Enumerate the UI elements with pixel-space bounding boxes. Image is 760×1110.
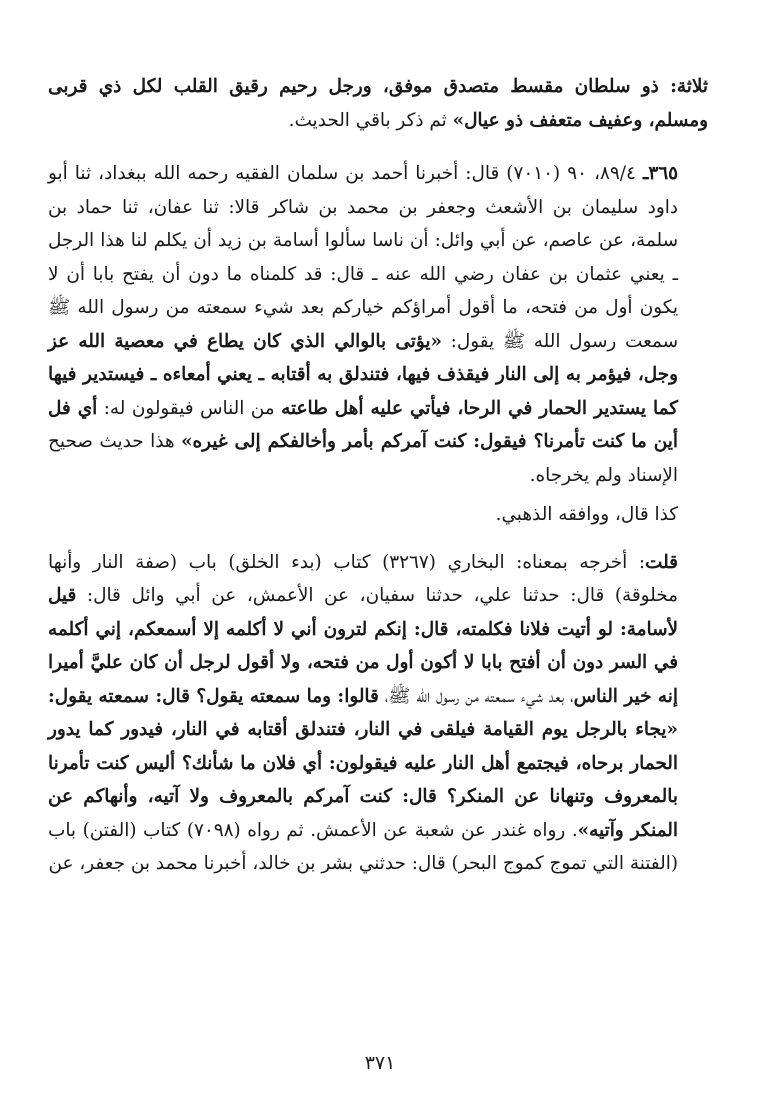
spacer [48, 532, 708, 546]
commentary-text: : أخرجه بمعناه: البخاري (٣٢٦٧) كتاب (بدء الخلق) باب (صفة النار وأنها مخلوقة) قال: حدثنا علي، حدثنا سفيان، عن الأعمش، عن أبي وائل قال: [48, 551, 678, 606]
hadith-grading: هذا حديث صحيح الإسناد ولم يخرجاه. [48, 431, 678, 486]
commentary-hadith-bold: قالوا: وما سمعته يقول؟ قال: سمعته يقول: «يجاء بالرجل يوم القيامة فيلقى في النار، فتندلق أقتابه في النار، فيدور كما يدور الحمار برحاه، فيجتمع أهل النار عليه فيقولون: أي فلان ما شأنك؟ أليس كنت تأمرنا بالمعروف وتنهانا عن المنكر؟ قال: كنت آمركم بالمعروف ولا آتيه، وأنهاكم عن المنكر وآتيه» [48, 685, 678, 841]
intro-paragraph [48, 70, 708, 137]
commentary-quote-bold: قيل لأسامة: لو أتيت فلانا فكلمته، قال: إنكم لترون أني لا أكلمه إلا أسمعكم، إني أكلمه في السر دون أن أفتح بابا لا أكون أول من فتحه، ولا أقول لرجل أن كان عليَّ أميرا إنه خير الناس [48, 585, 678, 707]
commentary-connector: ، بعد شيء سمعته من رسول الله ﷺ، [378, 685, 574, 707]
page-text [48, 70, 708, 881]
commentary-paragraph [48, 546, 708, 881]
hadith-matn-bold: «يؤتى بالوالي الذي كان يطاع في معصية الله عز وجل، فيؤمر به إلى النار فيقذف فيها، فتندلق به أقتابه ـ يعني أمعاءه ـ فيستدير فيها كما يستدير الحمار في الرحا، فيأتي عليه أهل طاعته [48, 330, 678, 419]
commentary-tail: . رواه غندر عن شعبة عن الأعمش. ثم رواه (٧٠٩٨) كتاب (الفتن) باب (الفتنة التي تموج كموج البحر) قال: حدثني بشر بن خالد، أخبرنا محمد بن جعفر، عن [48, 819, 678, 874]
hadith-number: ٣٦٥ـ [642, 163, 678, 184]
hadith-matn-bold-end: أي فل أين ما كنت تأمرنا؟ فيقول: كنت آمركم بأمر وأخالفكم إلى غيره» [48, 397, 678, 452]
page-number: ٣٧١ [364, 1052, 396, 1074]
hadith-connector: من الناس فيقولون له: [97, 397, 282, 419]
spacer [48, 137, 708, 157]
dhahabi-note: كذا قال، ووافقه الذهبي. [495, 504, 678, 525]
hadith-paragraph [48, 157, 708, 492]
hadith-isnad: ٨٩/٤، ٩٠ (٧٠١٠) قال: أخبرنا أحمد بن سلمان الفقيه رحمه الله ببغداد، ثنا أبو داود سليمان بن الأشعث وجعفر بن محمد بن شاكر قالا: ثنا عفان، ثنا حماد بن سلمة، عن عاصم، عن أبي وائل: أن ناسا سألوا أسامة بن زيد أن يكلم لنا هذا الرجل ـ يعني عثمان بن عفان رضي الله عنه ـ قال: قد كلمناه ما دون أن يفتح بابا أن لا يكون أول من فتحه، ما أقول أمراؤكم خياركم بعد شيء سمعته من رسول الله ﷺ سمعت رسول الله ﷺ يقول: [48, 163, 678, 352]
commentary-label: قلت [645, 551, 678, 573]
intro-hadith-bold: ثلاثة: ذو سلطان مقسط متصدق موفق، ورجل رحيم رقيق القلب لكل ذي قربى ومسلم، وعفيف متعفف ذو عيال» [48, 76, 708, 131]
intro-hadith-plain: ثم ذكر باقي الحديث. [288, 109, 453, 131]
